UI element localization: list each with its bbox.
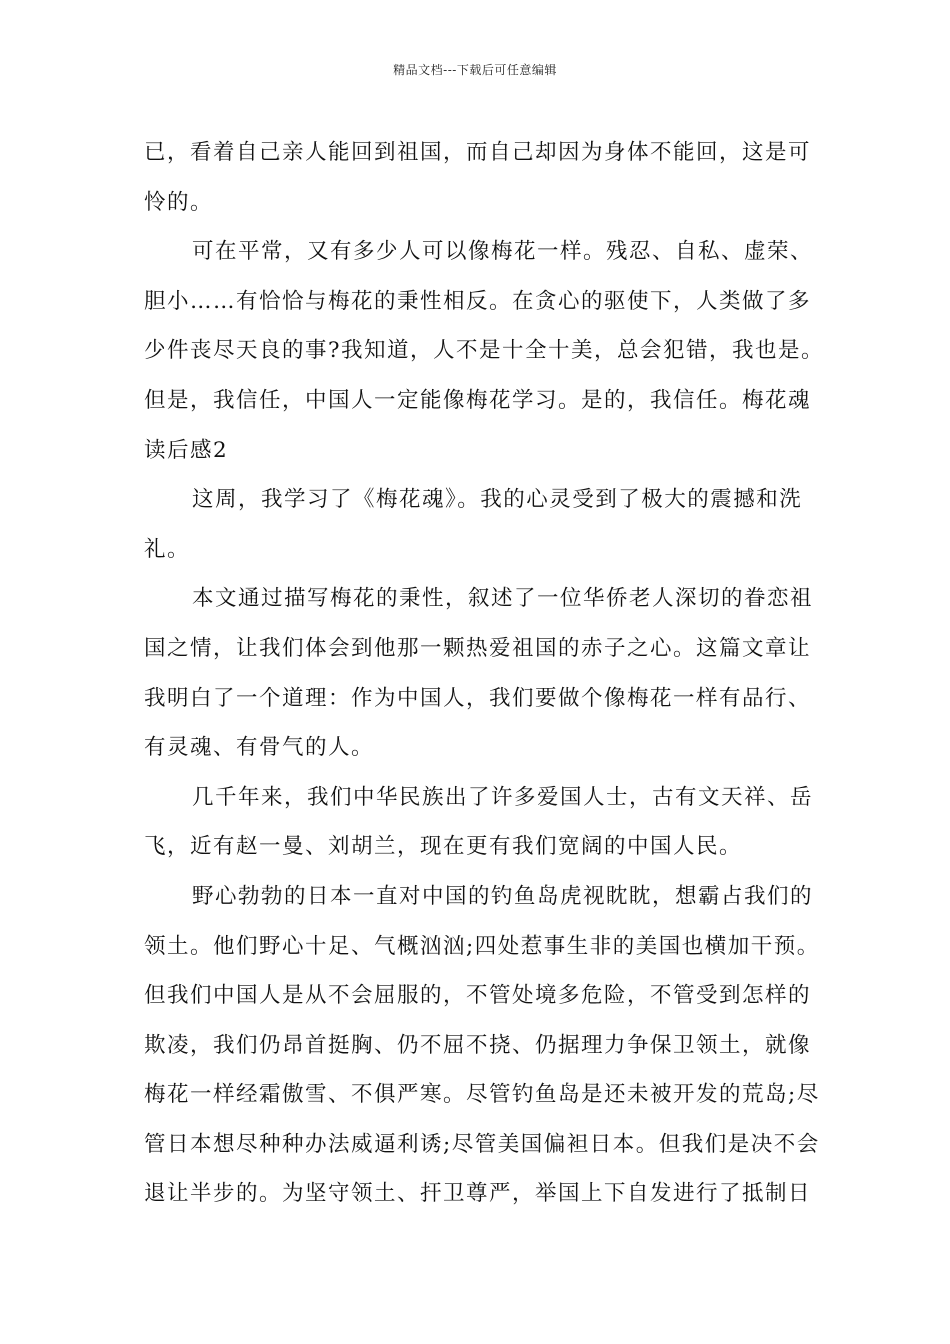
text-line: 欺凌，我们仍昂首挺胸、仍不屈不挠、仍据理力争保卫领土，就像: [144, 1032, 812, 1058]
text-line: 这周，我学习了《梅花魂》。我的心灵受到了极大的震撼和洗: [192, 487, 803, 513]
text-line: 退让半步的。为坚守领土、扞卫尊严，举国上下自发进行了抵制日: [144, 1181, 812, 1207]
text-line: 飞，近有赵一曼、刘胡兰，现在更有我们宽阔的中国人民。: [144, 834, 743, 860]
text-line: 有灵魂、有骨气的人。: [144, 735, 375, 761]
text-line: 少件丧尽天良的事?我知道，人不是十全十美，总会犯错，我也是。: [144, 338, 825, 364]
text-line: 几千年来，我们中华民族出了许多爱国人士，古有文天祥、岳: [192, 784, 814, 810]
text-line: 国之情，让我们体会到他那一颗热爱祖国的赤子之心。这篇文章让: [144, 635, 812, 661]
text-line: 但我们中国人是从不会屈服的，不管处境多危险，不管受到怎样的: [144, 983, 812, 1009]
text-line: 本文通过描写梅花的秉性，叙述了一位华侨老人深切的眷恋祖: [192, 586, 814, 612]
text-line: 可在平常，又有多少人可以像梅花一样。残忍、自私、虚荣、: [192, 239, 814, 265]
text-line: 野心勃勃的日本一直对中国的钓鱼岛虎视眈眈，想霸占我们的: [192, 883, 814, 909]
text-line: 礼。: [144, 536, 191, 562]
text-line: 读后感2: [144, 437, 229, 463]
page-header: 精品文档---下载后可任意编辑: [393, 63, 557, 77]
text-line: 怜的。: [144, 189, 214, 215]
text-line: 但是，我信任，中国人一定能像梅花学习。是的，我信任。梅花魂: [144, 387, 812, 413]
text-line: 领土。他们野心十足、气概汹汹;四处惹事生非的美国也横加干预。: [144, 933, 820, 959]
text-line: 梅花一样经霜傲雪、不俱严寒。尽管钓鱼岛是还未被开发的荒岛;尽: [144, 1082, 820, 1108]
document-body: [144, 128, 825, 1219]
text-line: 我明白了一个道理：作为中国人，我们要做个像梅花一样有品行、: [144, 685, 812, 711]
text-line: 管日本想尽种种办法威逼利诱;尽管美国偏袒日本。但我们是决不会: [144, 1131, 820, 1157]
text-line: 胆小……有恰恰与梅花的秉性相反。在贪心的驱使下，人类做了多: [144, 288, 812, 314]
text-line: 已，看着自己亲人能回到祖国，而自己却因为身体不能回，这是可: [144, 140, 812, 165]
